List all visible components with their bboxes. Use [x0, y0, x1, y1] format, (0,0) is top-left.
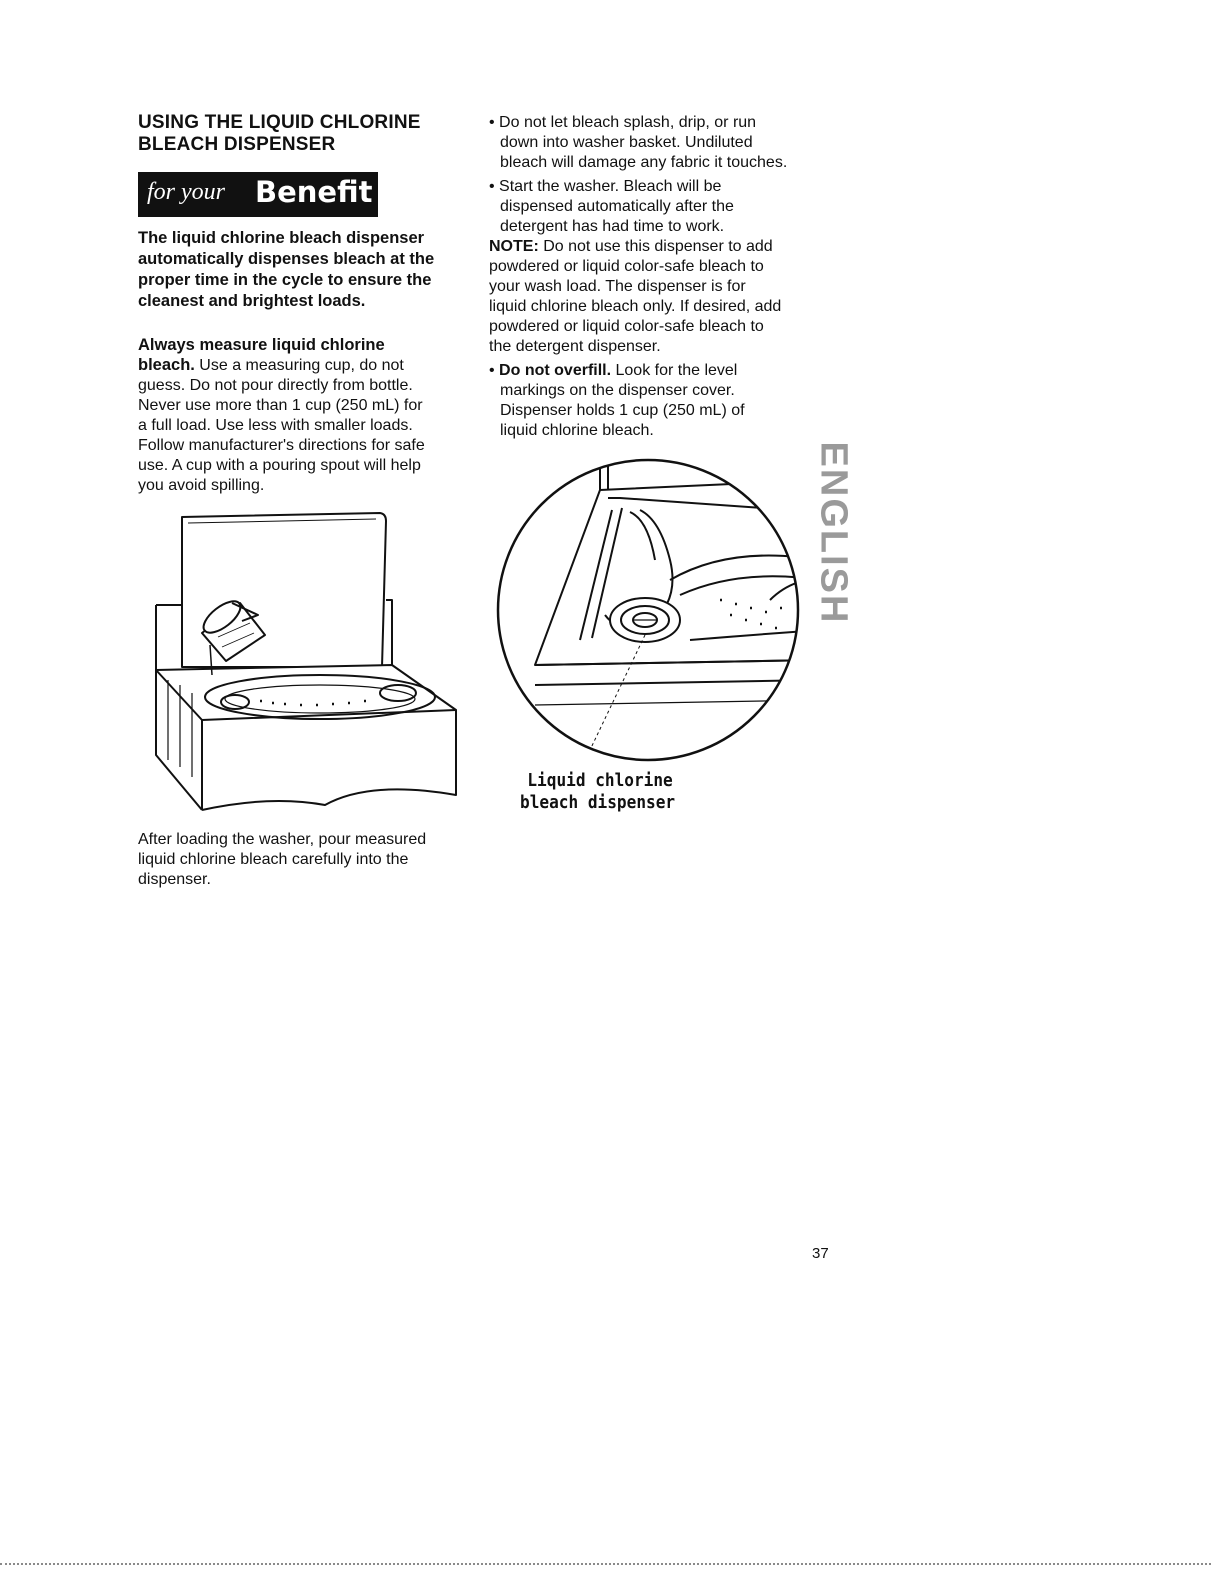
benefit-badge: [138, 172, 378, 217]
text-line: [489, 361, 787, 381]
text-line: you avoid spilling.: [138, 477, 265, 494]
text-run: Look for the level: [611, 362, 738, 379]
after-loading-paragraph: [138, 830, 426, 890]
text-line: powdered or liquid color-safe bleach to: [489, 318, 764, 335]
text-line: • Do not let bleach splash, drip, or run: [489, 114, 757, 131]
caption-line: Liquid chlorine: [527, 771, 673, 791]
illustration-caption: [520, 770, 675, 814]
text-line: your wash load. The dispenser is for: [489, 278, 746, 295]
text-line: powdered or liquid color-safe bleach to: [489, 258, 764, 275]
text-line: Always measure liquid chlorine: [138, 336, 385, 354]
caption-line: bleach dispenser: [520, 793, 676, 813]
benefit-prefix: for your: [147, 179, 225, 205]
text-line: [138, 355, 425, 376]
text-line: bleach will damage any fabric it touches.: [500, 154, 788, 171]
text-run: Use a measuring cup, do not: [194, 357, 404, 374]
text-line: automatically dispenses bleach at the: [138, 250, 435, 268]
text-line: down into washer basket. Undiluted: [500, 134, 753, 151]
benefit-paragraph: [138, 228, 468, 312]
right-column-text: [489, 113, 787, 441]
text-line: Dispenser holds 1 cup (250 mL) of: [500, 402, 745, 419]
text-line: After loading the washer, pour measured: [138, 831, 427, 848]
bottom-divider: [0, 1563, 1211, 1565]
bullet-item: [489, 361, 787, 441]
heading-line: BLEACH DISPENSER: [138, 134, 336, 155]
language-side-tab: [803, 443, 863, 623]
text-line: use. A cup with a pouring spout will help: [138, 457, 421, 474]
side-tab-label: ENGLISH: [812, 441, 855, 625]
measure-paragraph: [138, 335, 425, 496]
text-line: dispenser.: [138, 871, 211, 888]
text-line: dispensed automatically after the: [500, 198, 734, 215]
washer-pouring-illustration: [140, 505, 470, 820]
bullet-item: [489, 113, 787, 173]
note-label: NOTE:: [489, 238, 539, 255]
text-line: liquid chlorine bleach carefully into the: [138, 851, 409, 868]
text-line: detergent has had time to work.: [500, 218, 725, 235]
note-paragraph: [489, 237, 787, 357]
text-run: Do not use this dispenser to add: [538, 238, 773, 255]
text-line: guess. Do not pour directly from bottle.: [138, 377, 413, 394]
text-line: a full load. Use less with smaller loads.: [138, 417, 413, 434]
bold-lead: Do not overfill.: [499, 362, 612, 379]
text-line: the detergent dispenser.: [489, 338, 661, 355]
text-line: liquid chlorine bleach.: [500, 422, 654, 439]
benefit-word: Benefit: [255, 175, 373, 209]
text-line: proper time in the cycle to ensure the: [138, 271, 432, 289]
text-line: markings on the dispenser cover.: [500, 382, 735, 399]
text-line: liquid chlorine bleach only. If desired, add: [489, 298, 782, 315]
text-line: cleanest and brightest loads.: [138, 292, 366, 310]
bullet-item: [489, 177, 787, 237]
bullet-mark: •: [489, 362, 500, 379]
dispenser-detail-illustration: [490, 450, 810, 770]
text-line: Follow manufacturer's directions for safe: [138, 437, 425, 454]
section-heading: [138, 112, 468, 156]
text-line: Never use more than 1 cup (250 mL) for: [138, 397, 423, 414]
bold-lead: bleach.: [138, 356, 195, 374]
heading-line: USING THE LIQUID CHLORINE: [138, 112, 421, 133]
text-line: • Start the washer. Bleach will be: [489, 178, 722, 195]
text-line: The liquid chlorine bleach dispenser: [138, 229, 425, 247]
text-line: [489, 237, 787, 257]
page-number: 37: [812, 1245, 829, 1262]
